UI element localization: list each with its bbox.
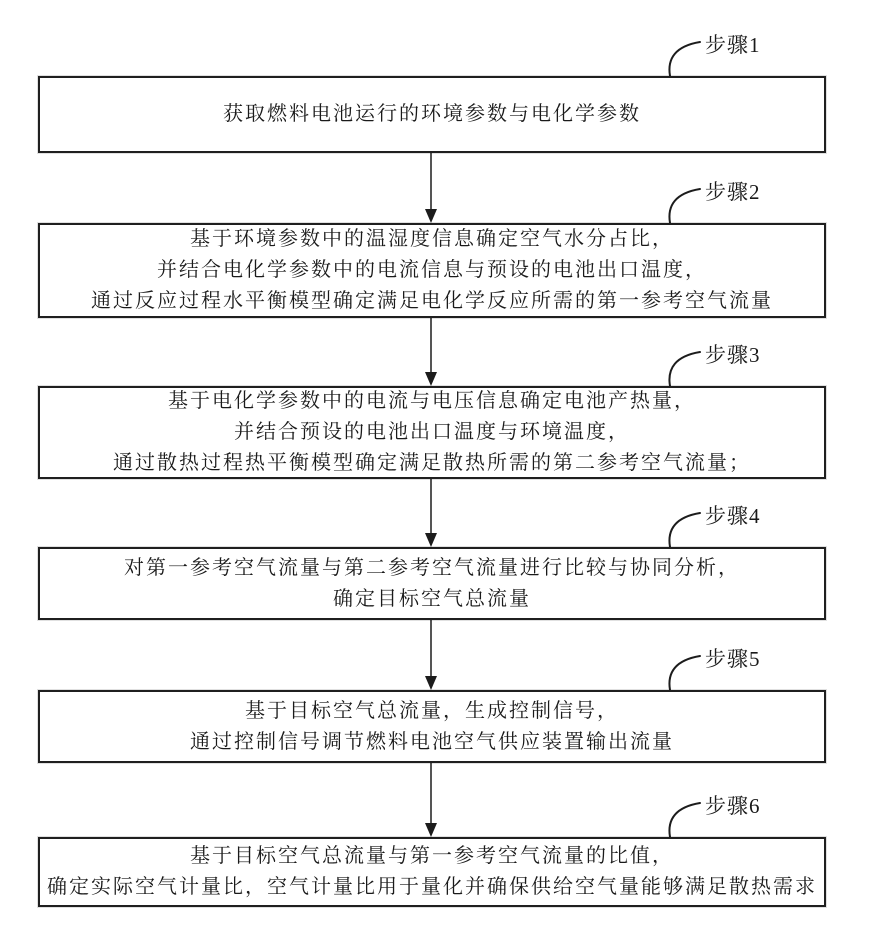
flow-arrowhead-1 — [425, 209, 437, 223]
flow-arrowhead-3 — [425, 533, 437, 547]
step-3-label: 步骤3 — [705, 343, 761, 367]
step-4-text-line: 确定目标空气总流量 — [333, 587, 531, 610]
step-2-text-line: 通过反应过程水平衡模型确定满足电化学反应所需的第一参考空气流量 — [91, 290, 773, 312]
step-1-box — [38, 76, 826, 153]
step-6-text-line: 基于目标空气总流量与第一参考空气流量的比值， — [190, 845, 674, 867]
step-3-box — [38, 386, 826, 479]
step-2-text-line: 并结合电化学参数中的电流信息与预设的电池出口温度， — [157, 259, 707, 281]
flow-arrowhead-2 — [425, 372, 437, 386]
step-leader-2 — [669, 189, 700, 223]
flow-arrowhead-4 — [425, 676, 437, 690]
step-4-text-line: 对第一参考空气流量与第二参考空气流量进行比较与协同分析， — [124, 556, 740, 579]
step-2-label: 步骤2 — [705, 180, 761, 204]
step-3-text-line: 基于电化学参数中的电流与电压信息确定电池产热量， — [168, 390, 696, 412]
step-leader-1 — [669, 42, 700, 76]
step-leader-3 — [669, 352, 700, 386]
step-4-label: 步骤4 — [705, 504, 761, 528]
step-5-text-line: 基于目标空气总流量，生成控制信号， — [245, 699, 619, 722]
step-2-box — [38, 223, 826, 318]
step-leader-5 — [669, 656, 700, 690]
step-6-label: 步骤6 — [705, 794, 761, 818]
step-leader-4 — [669, 513, 700, 547]
step-4-box — [38, 547, 826, 620]
flow-arrowhead-5 — [425, 823, 437, 837]
step-5-label: 步骤5 — [705, 647, 761, 671]
step-3-text-line: 并结合预设的电池出口温度与环境温度， — [234, 421, 630, 443]
step-6-box — [38, 837, 826, 907]
step-3-text-line: 通过散热过程热平衡模型确定满足散热所需的第二参考空气流量； — [113, 452, 751, 474]
step-5-text-line: 通过控制信号调节燃料电池空气供应装置输出流量 — [190, 730, 674, 753]
step-1-text-line: 获取燃料电池运行的环境参数与电化学参数 — [223, 103, 641, 125]
step-1-label: 步骤1 — [705, 33, 761, 57]
step-6-text-line: 确定实际空气计量比，空气计量比用于量化并确保供给空气量能够满足散热需求 — [47, 876, 817, 898]
step-5-box — [38, 690, 826, 763]
step-leader-6 — [669, 803, 700, 837]
step-2-text-line: 基于环境参数中的温湿度信息确定空气水分占比， — [190, 228, 674, 250]
